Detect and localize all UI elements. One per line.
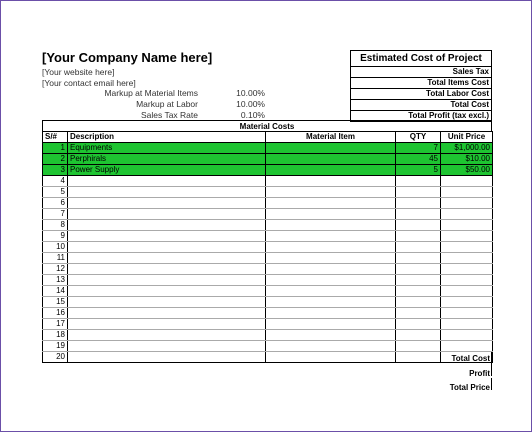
row-number[interactable]: 12 <box>43 264 68 275</box>
row-number[interactable]: 10 <box>43 242 68 253</box>
description-cell[interactable] <box>68 198 266 209</box>
description-cell[interactable] <box>68 286 266 297</box>
row-number[interactable]: 5 <box>43 187 68 198</box>
qty-cell[interactable] <box>396 297 441 308</box>
qty-cell[interactable] <box>396 198 441 209</box>
cost-summary-table <box>350 50 492 122</box>
row-number[interactable]: 9 <box>43 231 68 242</box>
summary-total-items-cost[interactable]: Total Items Cost <box>351 78 492 89</box>
row-number[interactable]: 20 <box>43 352 68 363</box>
material-item-cell[interactable] <box>266 253 396 264</box>
material-item-cell[interactable] <box>266 297 396 308</box>
unit-price-cell[interactable] <box>441 264 493 275</box>
row-number[interactable]: 13 <box>43 275 68 286</box>
qty-cell[interactable] <box>396 253 441 264</box>
summary-total-cost[interactable]: Total Cost <box>351 100 492 111</box>
markup-material-label: Markup at Material Items <box>104 88 198 98</box>
unit-price-cell[interactable] <box>441 330 493 341</box>
description-cell[interactable] <box>68 297 266 308</box>
row-number[interactable]: 16 <box>43 308 68 319</box>
unit-price-cell[interactable]: $50.00 <box>441 165 493 176</box>
table-row <box>43 176 493 187</box>
col-header-unit-price: Unit Price <box>441 132 493 143</box>
table-row <box>43 242 493 253</box>
qty-cell[interactable] <box>396 209 441 220</box>
material-item-cell[interactable] <box>266 165 396 176</box>
description-cell[interactable] <box>68 231 266 242</box>
material-item-cell[interactable] <box>266 231 396 242</box>
row-number[interactable]: 2 <box>43 154 68 165</box>
material-item-cell[interactable] <box>266 319 396 330</box>
unit-price-cell[interactable] <box>441 231 493 242</box>
description-cell[interactable]: Equipments <box>68 143 266 154</box>
qty-cell[interactable] <box>396 176 441 187</box>
description-cell[interactable] <box>68 341 266 352</box>
row-number[interactable]: 18 <box>43 330 68 341</box>
summary-title: Estimated Cost of Project <box>351 51 492 67</box>
summary-total-profit[interactable]: Total Profit (tax excl.) <box>351 111 492 122</box>
table-row <box>43 297 493 308</box>
unit-price-cell[interactable] <box>441 198 493 209</box>
description-cell[interactable] <box>68 330 266 341</box>
qty-cell[interactable]: 45 <box>396 154 441 165</box>
table-row <box>43 330 493 341</box>
description-cell[interactable] <box>68 308 266 319</box>
row-number[interactable]: 14 <box>43 286 68 297</box>
summary-total-labor-cost[interactable]: Total Labor Cost <box>351 89 492 100</box>
unit-price-cell[interactable]: $1,000.00 <box>441 143 493 154</box>
material-item-cell[interactable] <box>266 220 396 231</box>
material-item-cell[interactable] <box>266 242 396 253</box>
qty-cell[interactable] <box>396 220 441 231</box>
description-cell[interactable] <box>68 264 266 275</box>
table-row <box>43 253 493 264</box>
unit-price-cell[interactable] <box>441 319 493 330</box>
material-item-cell[interactable] <box>266 143 396 154</box>
material-item-cell[interactable] <box>266 308 396 319</box>
table-row <box>43 231 493 242</box>
table-row <box>43 264 493 275</box>
qty-cell[interactable] <box>396 187 441 198</box>
unit-price-cell[interactable] <box>441 187 493 198</box>
footer-total-price[interactable]: Total Price <box>449 383 490 392</box>
description-cell[interactable] <box>68 176 266 187</box>
qty-cell[interactable] <box>396 341 441 352</box>
col-header-sn: S/# <box>43 132 68 143</box>
unit-price-cell[interactable] <box>441 220 493 231</box>
footer-border <box>491 364 492 376</box>
unit-price-cell[interactable] <box>441 253 493 264</box>
unit-price-cell[interactable] <box>441 286 493 297</box>
material-item-cell[interactable] <box>266 264 396 275</box>
material-item-cell[interactable] <box>266 154 396 165</box>
table-row <box>43 308 493 319</box>
table-row <box>43 187 493 198</box>
qty-cell[interactable] <box>396 286 441 297</box>
qty-cell[interactable] <box>396 242 441 253</box>
company-name[interactable]: [Your Company Name here] <box>42 50 213 65</box>
row-number[interactable]: 3 <box>43 165 68 176</box>
description-cell[interactable] <box>68 319 266 330</box>
description-cell[interactable] <box>68 352 266 363</box>
material-item-cell[interactable] <box>266 176 396 187</box>
summary-sales-tax[interactable]: Sales Tax <box>351 67 492 78</box>
qty-cell[interactable]: 7 <box>396 143 441 154</box>
unit-price-cell[interactable] <box>441 176 493 187</box>
row-number[interactable]: 6 <box>43 198 68 209</box>
table-row <box>43 209 493 220</box>
markup-material-value[interactable]: 10.00% <box>236 88 265 98</box>
table-row <box>43 341 493 352</box>
material-item-cell[interactable] <box>266 341 396 352</box>
table-row <box>43 275 493 286</box>
table-row <box>43 319 493 330</box>
sales-tax-rate-label: Sales Tax Rate <box>140 110 198 120</box>
contact-email-text[interactable]: [Your contact email here] <box>42 78 136 88</box>
description-cell[interactable] <box>68 187 266 198</box>
qty-cell[interactable]: 5 <box>396 165 441 176</box>
col-header-qty: QTY <box>396 132 441 143</box>
material-item-cell[interactable] <box>266 187 396 198</box>
row-number[interactable]: 7 <box>43 209 68 220</box>
qty-cell[interactable] <box>396 330 441 341</box>
qty-cell[interactable] <box>396 319 441 330</box>
table-row <box>43 165 493 176</box>
footer-total-cost[interactable]: Total Cost <box>451 354 490 363</box>
table-row <box>43 143 493 154</box>
description-cell[interactable]: Perphirals <box>68 154 266 165</box>
material-item-cell[interactable] <box>266 275 396 286</box>
material-item-cell[interactable] <box>266 209 396 220</box>
unit-price-cell[interactable] <box>441 209 493 220</box>
row-number[interactable]: 11 <box>43 253 68 264</box>
footer-border <box>491 352 492 364</box>
markup-labor-value[interactable]: 10.00% <box>236 99 265 109</box>
website-text[interactable]: [Your website here] <box>42 67 115 77</box>
description-cell[interactable] <box>68 220 266 231</box>
sales-tax-rate-value[interactable]: 0.10% <box>240 110 265 120</box>
description-cell[interactable] <box>68 242 266 253</box>
qty-cell[interactable] <box>396 231 441 242</box>
row-number[interactable]: 8 <box>43 220 68 231</box>
material-item-cell[interactable] <box>266 330 396 341</box>
unit-price-cell[interactable]: $10.00 <box>441 154 493 165</box>
material-item-cell[interactable] <box>266 198 396 209</box>
description-cell[interactable] <box>68 209 266 220</box>
row-number[interactable]: 1 <box>43 143 68 154</box>
col-header-material-item: Material Item <box>266 132 396 143</box>
material-item-cell[interactable] <box>266 352 396 363</box>
footer-profit[interactable]: Profit <box>469 369 490 378</box>
row-number[interactable]: 15 <box>43 297 68 308</box>
row-number[interactable]: 4 <box>43 176 68 187</box>
row-number[interactable]: 19 <box>43 341 68 352</box>
table-row <box>43 286 493 297</box>
unit-price-cell[interactable] <box>441 242 493 253</box>
description-cell[interactable]: Power Supply <box>68 165 266 176</box>
table-row <box>43 220 493 231</box>
material-costs-table <box>42 131 493 363</box>
col-header-description: Description <box>68 132 266 143</box>
qty-cell[interactable] <box>396 308 441 319</box>
description-cell[interactable] <box>68 253 266 264</box>
row-number[interactable]: 17 <box>43 319 68 330</box>
markup-labor-label: Markup at Labor <box>136 99 198 109</box>
table-row <box>43 154 493 165</box>
unit-price-cell[interactable] <box>441 275 493 286</box>
material-item-cell[interactable] <box>266 286 396 297</box>
unit-price-cell[interactable] <box>441 308 493 319</box>
qty-cell[interactable] <box>396 264 441 275</box>
unit-price-cell[interactable] <box>441 297 493 308</box>
qty-cell[interactable] <box>396 275 441 286</box>
footer-border <box>491 378 492 390</box>
material-costs-title: Material Costs <box>42 120 492 131</box>
table-row <box>43 198 493 209</box>
unit-price-cell[interactable] <box>441 341 493 352</box>
description-cell[interactable] <box>68 275 266 286</box>
